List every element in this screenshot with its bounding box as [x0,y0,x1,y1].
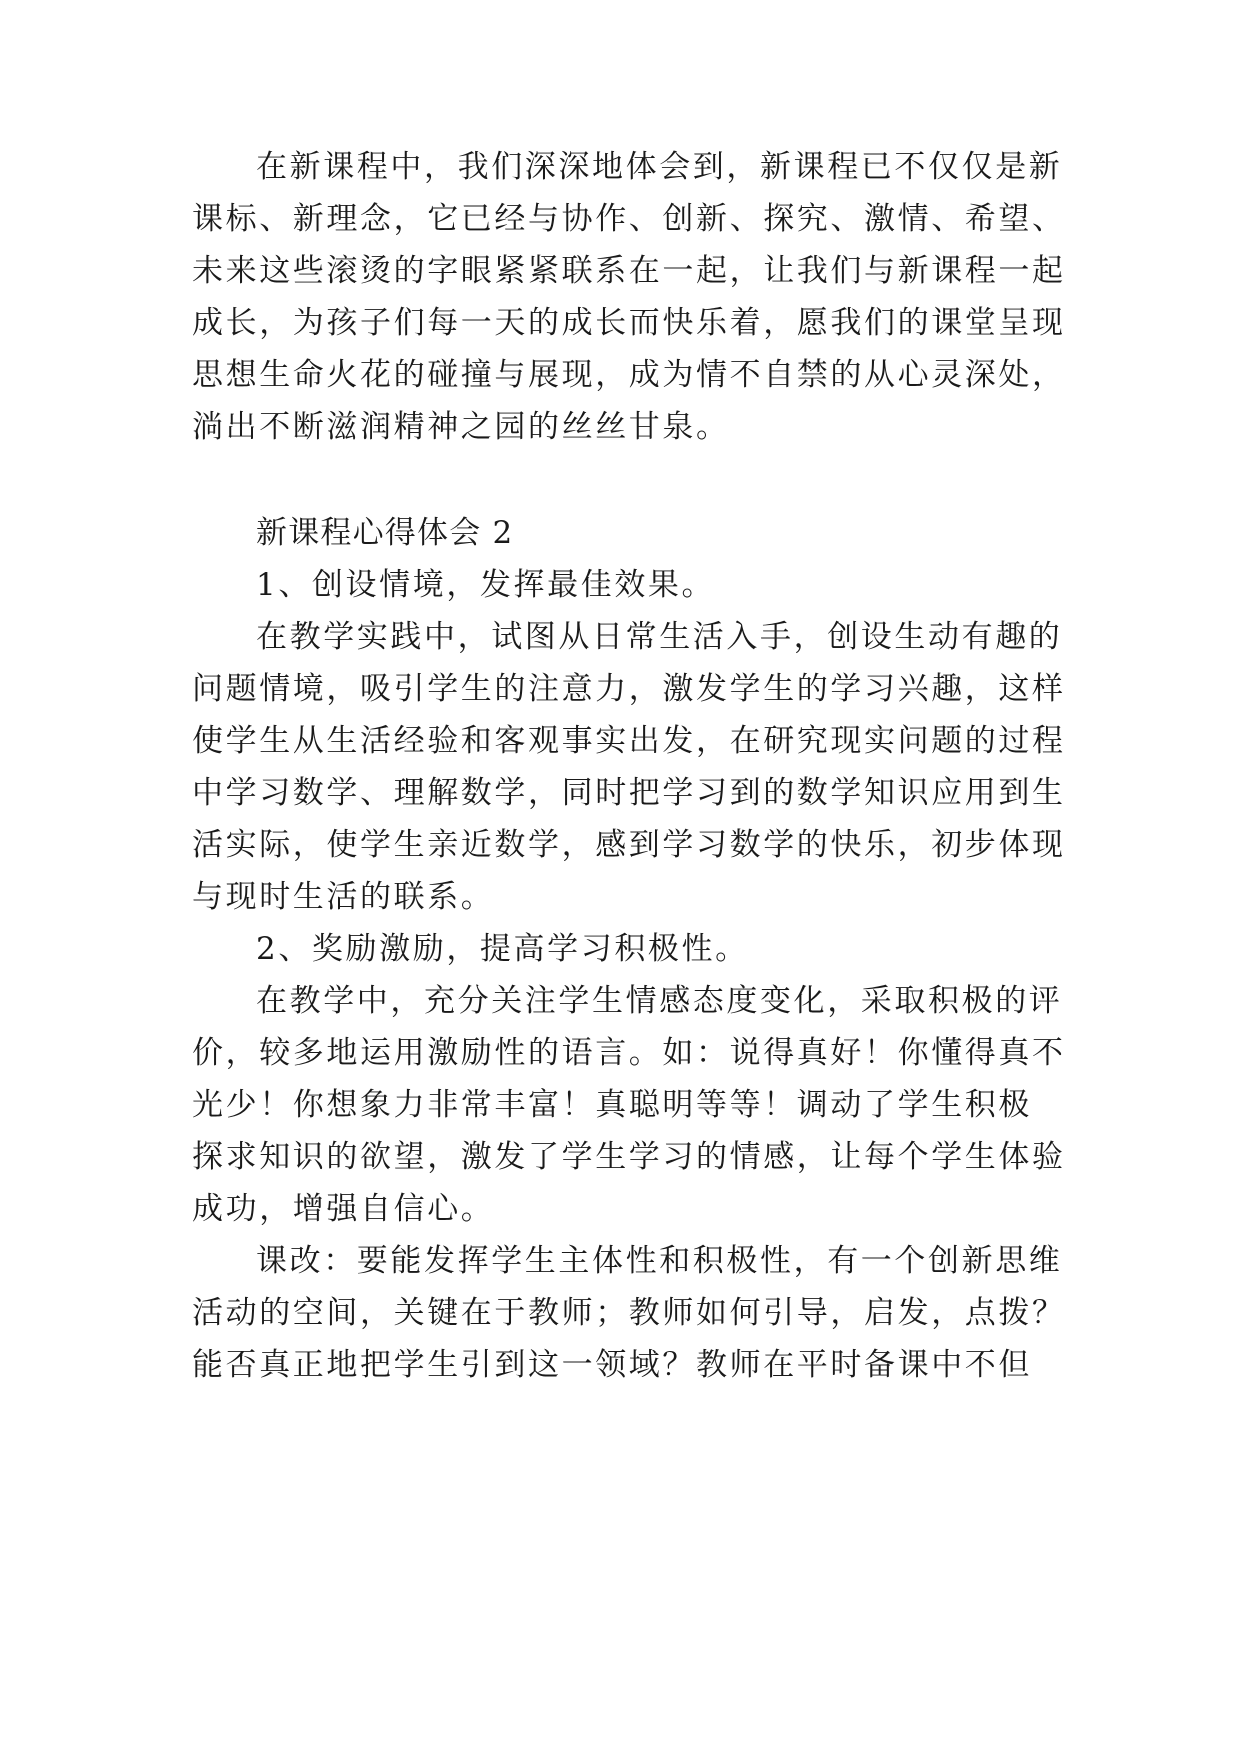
paragraph-line: 活动的空间，关键在于教师；教师如何引导，启发，点拨？ [192,1295,1066,1331]
paragraph-line: 能否真正地把学生引到这一领域？教师在平时备课中不但 [192,1347,1032,1383]
point2-heading: 2、奖励激励，提高学习积极性。 [256,931,749,967]
paragraph-line: 在新课程中，我们深深地体会到，新课程已不仅仅是新 [256,149,1063,185]
paragraph-line: 价，较多地运用激励性的语言。如：说得真好！你懂得真不 [192,1035,1066,1071]
paragraph-line: 活实际，使学生亲近数学，感到学习数学的快乐，初步体现 [192,827,1066,863]
paragraph-line: 在教学中，充分关注学生情感态度变化，采取积极的评 [256,983,1063,1019]
paragraph-line: 未来这些滚烫的字眼紧紧联系在一起，让我们与新课程一起 [192,253,1066,289]
paragraph-line: 淌出不断滋润精神之园的丝丝甘泉。 [192,409,730,445]
paragraph-line: 思想生命火花的碰撞与展现，成为情不自禁的从心灵深处， [192,357,1066,393]
paragraph-line: 课标、新理念，它已经与协作、创新、探究、激情、希望、 [192,201,1066,237]
paragraph-line: 成功，增强自信心。 [192,1191,495,1227]
paragraph-line: 在教学实践中，试图从日常生活入手，创设生动有趣的 [256,619,1063,655]
paragraph-line: 光少！你想象力非常丰富！真聪明等等！调动了学生积极 [192,1087,1032,1123]
paragraph-line: 探求知识的欲望，激发了学生学习的情感，让每个学生体验 [192,1139,1066,1175]
paragraph-line: 问题情境，吸引学生的注意力，激发学生的学习兴趣，这样 [192,671,1066,707]
point1-heading: 1、创设情境，发挥最佳效果。 [256,567,716,603]
paragraph-line: 课改：要能发挥学生主体性和积极性，有一个创新思维 [256,1243,1063,1279]
paragraph-line: 中学习数学、理解数学，同时把学习到的数学知识应用到生 [192,775,1066,811]
section-title: 新课程心得体会 2 [256,515,514,551]
paragraph-line: 与现时生活的联系。 [192,879,495,915]
paragraph-line: 使学生从生活经验和客观事实出发，在研究现实问题的过程 [192,723,1066,759]
paragraph-line: 成长，为孩子们每一天的成长而快乐着，愿我们的课堂呈现 [192,305,1066,341]
